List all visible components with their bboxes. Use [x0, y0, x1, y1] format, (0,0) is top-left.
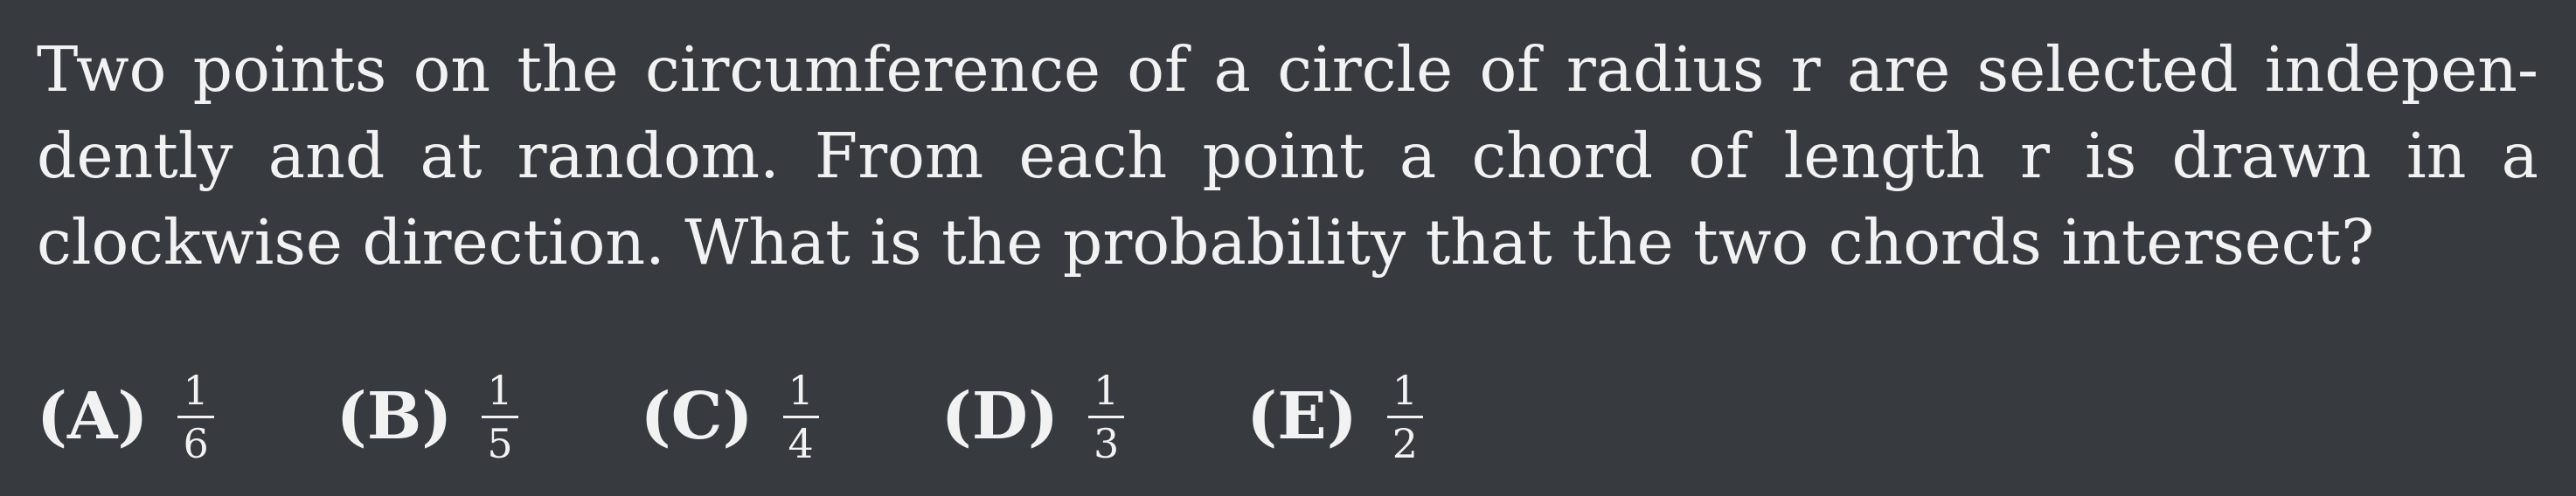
- fraction-numerator: 1: [788, 366, 814, 414]
- choice-b: [336, 366, 518, 467]
- fraction-numerator: 1: [1392, 366, 1418, 414]
- fraction-denominator: 5: [487, 419, 513, 467]
- fraction-numerator: 1: [1094, 366, 1120, 414]
- fraction-numerator: 1: [487, 366, 513, 414]
- choice-c: [640, 366, 819, 467]
- fraction-denominator: 4: [788, 419, 814, 467]
- fraction-numerator: 1: [183, 366, 209, 414]
- choice-fraction: [1387, 366, 1423, 467]
- choice-label: (C): [640, 379, 753, 454]
- choice-e: [1246, 366, 1423, 467]
- choice-fraction: [1088, 366, 1124, 467]
- choice-label: (E): [1246, 379, 1357, 454]
- choice-label: (A): [37, 379, 149, 454]
- choice-fraction: [783, 366, 819, 467]
- choice-label: (B): [336, 379, 453, 454]
- choice-fraction: [482, 366, 517, 467]
- answer-choices: [37, 360, 1423, 473]
- fraction-denominator: 6: [183, 419, 209, 467]
- question-text: Two points on the circumference of a circle of radius r are selected indepen-dently and at random. From each point a chord of length r is drawn in a clockwise direction. What is the probability that the two chords intersect?: [37, 33, 2538, 279]
- choice-label: (D): [941, 379, 1059, 454]
- fraction-denominator: 2: [1392, 419, 1418, 467]
- choice-a: [37, 366, 214, 467]
- choice-fraction: [177, 366, 213, 467]
- fraction-denominator: 3: [1094, 419, 1120, 467]
- choice-d: [941, 366, 1124, 467]
